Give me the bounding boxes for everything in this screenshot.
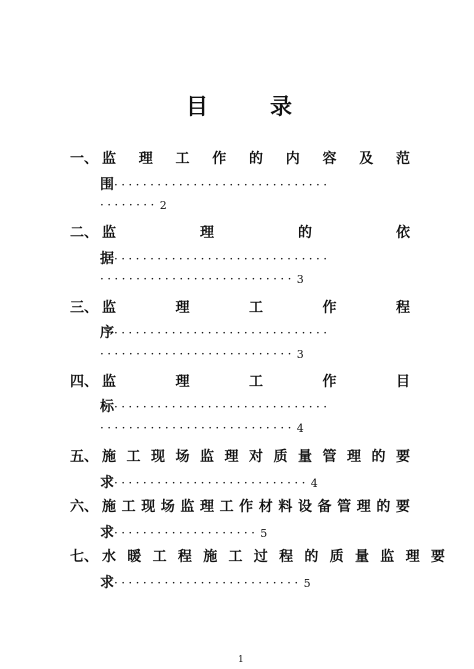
- toc-page-number: 3: [296, 273, 304, 286]
- toc-page-number: 3: [296, 348, 304, 361]
- title-char-1: 目: [186, 94, 209, 120]
- toc-title: [0, 90, 474, 120]
- toc-entry-number: 二、: [70, 225, 98, 241]
- toc-entry-heading: 监 理 工 作 的 内 容 及 范: [102, 151, 410, 167]
- toc-page-number: 5: [303, 577, 311, 590]
- toc-entry[interactable]: [70, 371, 410, 393]
- title-char-2: 录: [270, 94, 293, 120]
- toc-page-number: 5: [260, 527, 268, 540]
- toc-entry-heading: 施 工 现 场 监 理 对 质 量 管 理 的 要: [102, 449, 410, 465]
- toc-leader: ··························· 4: [100, 421, 304, 435]
- toc-entry-continuation: 求···················· 5: [100, 525, 268, 541]
- toc-entry-continuation: 求··························· 4: [100, 475, 318, 491]
- toc-entry-number: 一、: [70, 151, 98, 167]
- toc-entry-heading: 监 理 的 依: [102, 225, 410, 241]
- toc-page-number: 4: [296, 422, 304, 435]
- toc-entry[interactable]: [70, 148, 410, 170]
- toc-page-number: 2: [159, 199, 167, 212]
- toc-entry-heading: 监 理 工 作 程: [102, 300, 410, 316]
- toc-leader: ········ 2: [100, 198, 167, 212]
- toc-entry[interactable]: [70, 446, 410, 468]
- toc-entry-number: 五、: [70, 449, 98, 465]
- toc-entry-continuation: 围······························: [100, 177, 331, 193]
- toc-entry[interactable]: [70, 496, 410, 518]
- toc-leader: ··························· 3: [100, 272, 304, 286]
- toc-entry[interactable]: [70, 297, 410, 319]
- toc-entry-number: 四、: [70, 374, 98, 390]
- toc-entry-number: 三、: [70, 300, 98, 316]
- toc-entry-heading: 施 工 现 场 监 理 工 作 材 料 设 备 管 理 的 要: [102, 499, 410, 515]
- toc-entry-number: 七、: [70, 549, 98, 565]
- toc-entry-heading: 监 理 工 作 目: [102, 374, 410, 390]
- toc-entry-heading: 水 暖 工 程 施 工 过 程 的 质 量 监 理 要: [102, 549, 445, 565]
- page-number: 1: [238, 655, 244, 665]
- toc-entry-continuation: 求·························· 5: [100, 575, 311, 591]
- toc-entry-number: 六、: [70, 499, 98, 515]
- toc-entry-continuation: 据······························: [100, 251, 331, 267]
- toc-page-number: 4: [310, 477, 318, 490]
- toc-entry[interactable]: [70, 222, 410, 244]
- toc-leader: ··························· 3: [100, 347, 304, 361]
- toc-entry-continuation: 序······························: [100, 325, 331, 341]
- toc-entry-continuation: 标······························: [100, 399, 331, 415]
- toc-entry[interactable]: [70, 546, 445, 568]
